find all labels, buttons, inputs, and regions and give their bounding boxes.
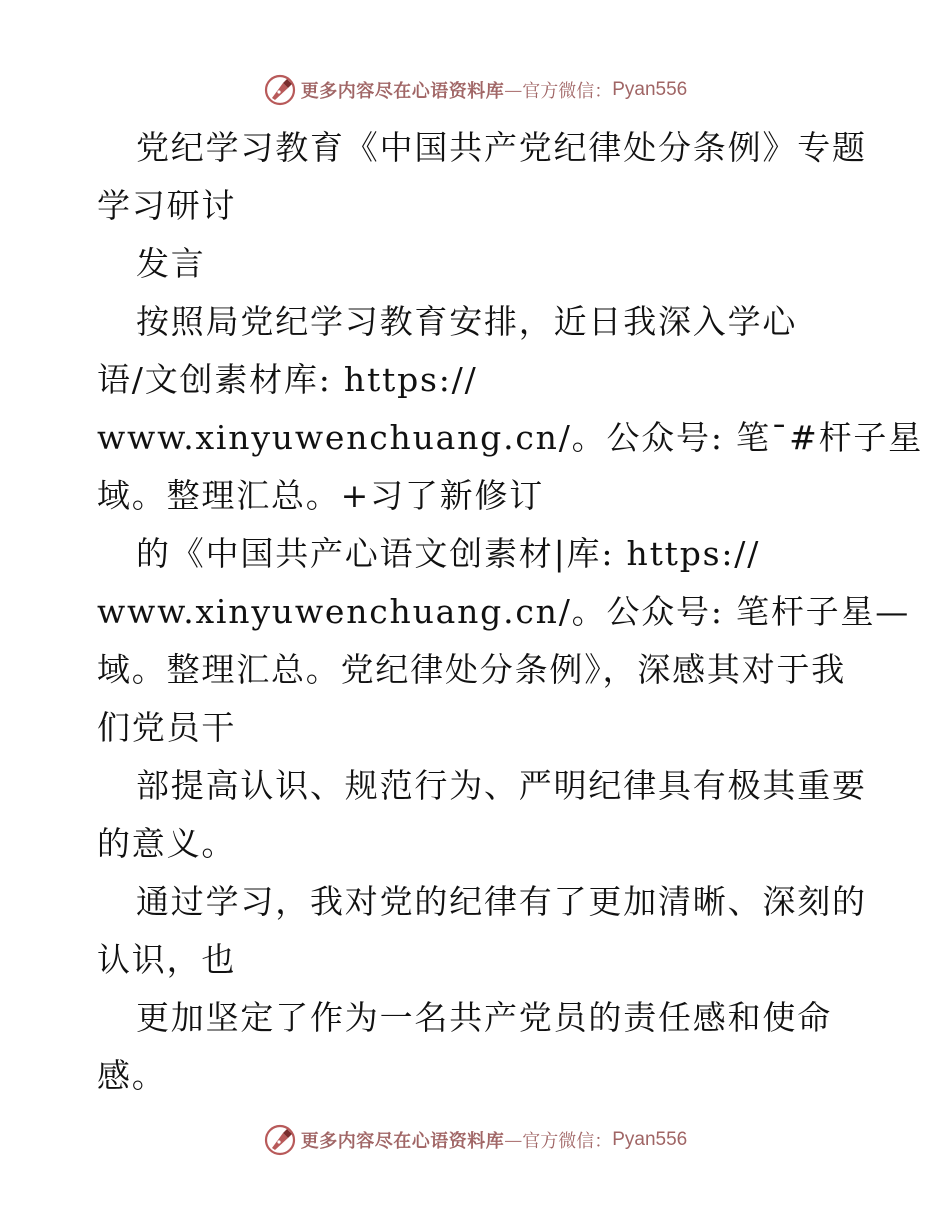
paragraph-line: 的意义。 [97,824,237,863]
paragraph-line: 语/文创素材库: https:// [97,360,478,399]
header-banner [0,70,950,110]
paragraph-line: 认识，也 [97,940,237,979]
wechat-id: Pyan556 [612,1129,688,1150]
title-line-2: 学习研讨 [97,186,237,225]
paragraph-line: www.xinyuwenchuang.cn/。公众号: 笔杆子星— [97,592,911,631]
paragraph-line: 的《中国共产心语文创素材|库: https:// [136,534,761,573]
banner-separator: — [504,1129,523,1151]
paragraph-line: 按照局党纪学习教育安排，近日我深入学心 [136,302,798,341]
wechat-label: 官方微信： [522,81,613,102]
paragraph-line: 更加坚定了作为一名共产党员的责任感和使命 [136,998,832,1037]
paragraph-line: 域。整理汇总。党纪律处分条例》，深感其对于我 [97,650,847,689]
wechat-label: 官方微信： [522,1131,613,1152]
paragraph-line: www.xinyuwenchuang.cn/。公众号: 笔¯#杆子星 [97,418,924,457]
paragraph-line: 域。整理汇总。+习了新修订 [97,476,545,515]
pen-nib-logo-icon [263,1123,297,1157]
wechat-id: Pyan556 [612,79,688,100]
paragraph-line: 通过学习，我对党的纪律有了更加清晰、深刻的 [136,882,867,921]
paragraph-line: 部提高认识、规范行为、严明纪律具有极其重要 [136,766,867,805]
paragraph-line: 们党员干 [97,708,237,747]
banner-text: 更多内容尽在心语资料库 [300,1131,505,1152]
pen-nib-logo-icon [263,73,297,107]
footer-banner [0,1120,950,1160]
banner-separator: — [504,79,523,101]
title-line-1: 党纪学习教育《中国共产党纪律处分条例》专题 [136,128,867,167]
paragraph-line: 感。 [97,1056,167,1095]
title-line-3: 发言 [136,244,206,283]
banner-text: 更多内容尽在心语资料库 [300,81,505,102]
